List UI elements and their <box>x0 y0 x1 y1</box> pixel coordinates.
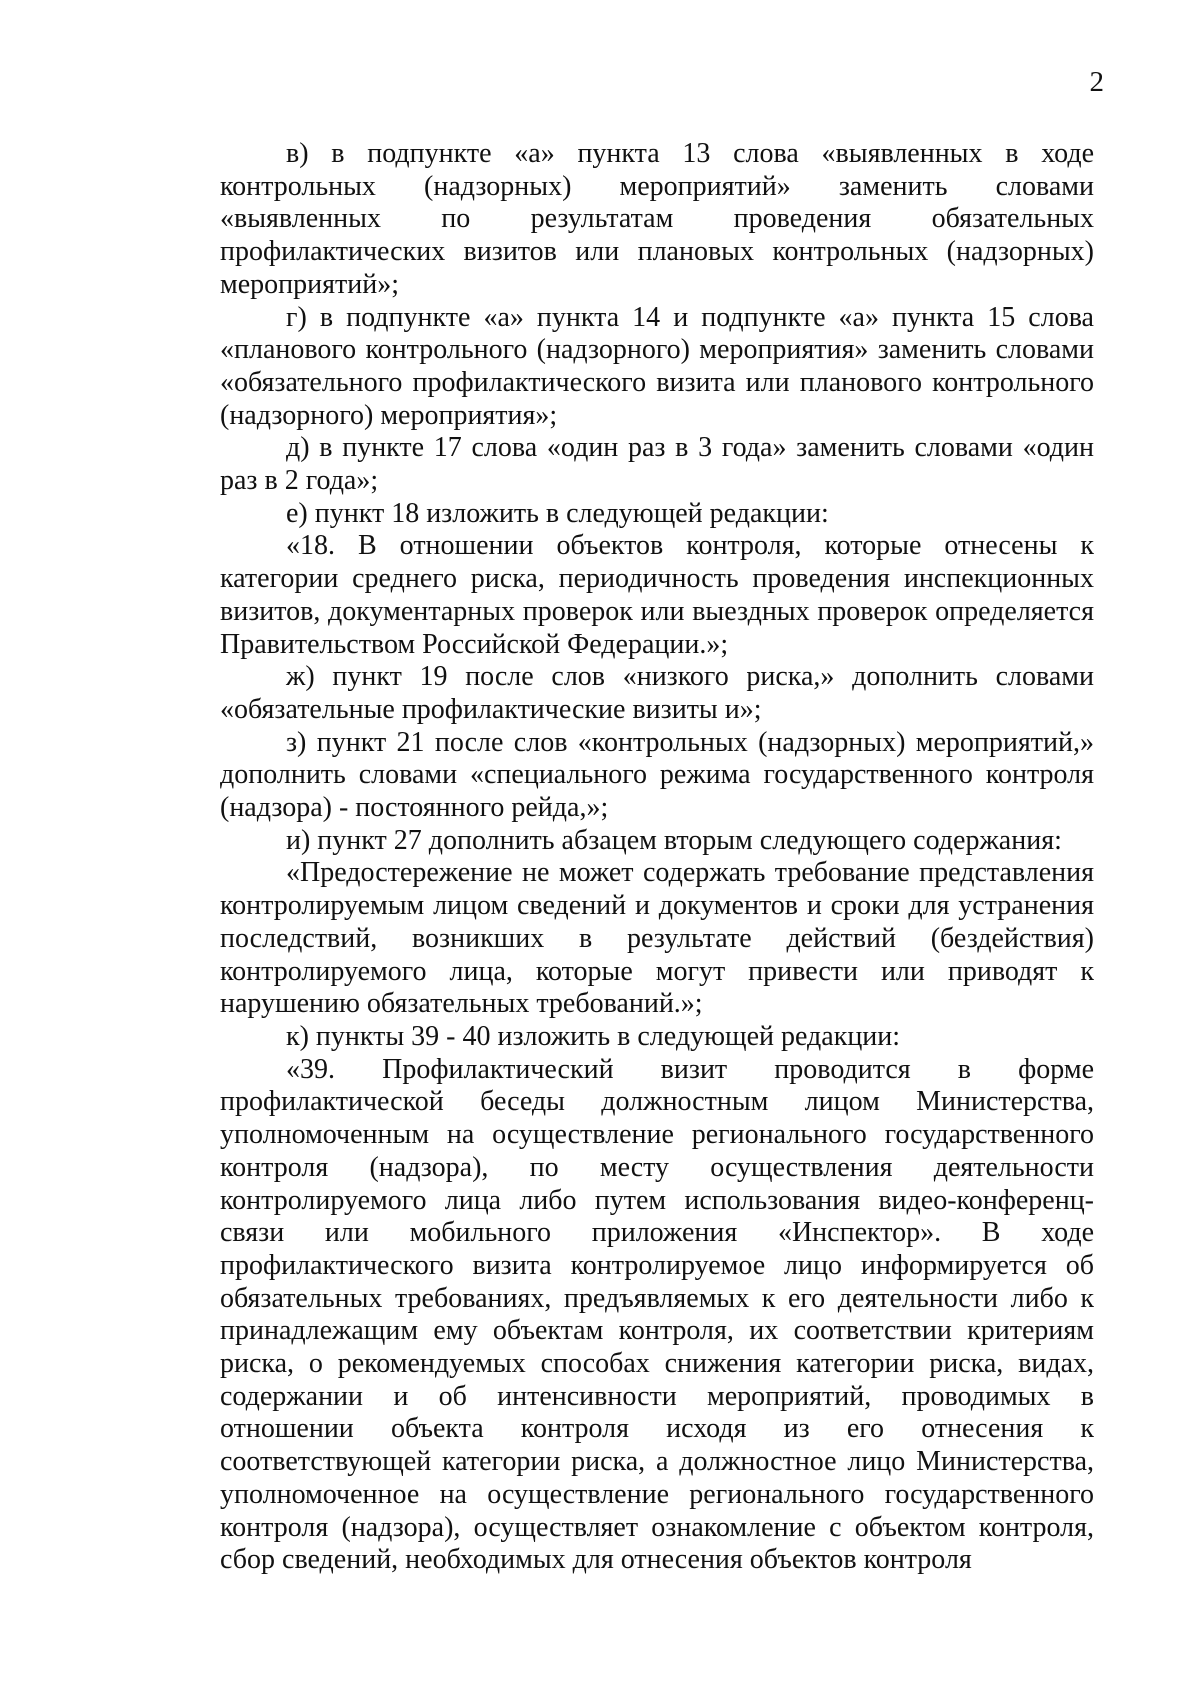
document-body <box>220 138 1094 1577</box>
paragraph-g: г) в подпункте «а» пункта 14 и подпункте «а» пункта 15 слова «планового контрольного (надзорного) мероприятия» заменить словами «обязательного профилактического визита или планового контрольного (надзорного) мероприятия»; <box>220 301 1094 431</box>
paragraph-warning-quote: «Предостережение не может содержать требование представления контролируемым лицом сведений и документов и сроки для устранения последствий, возникших в результате действий (бездействия) контролируемого лица, которые могут привести или приводят к нарушению обязательных требований.»; <box>220 857 1094 1020</box>
paragraph-item-39: «39. Профилактический визит проводится в форме профилактической беседы должностным лицом Министерства, уполномоченным на осуществление регионального государственного контроля (надзора), по месту осуществления деятельности контролируемого лица либо путем использования видео-конференц-связи или мобильного приложения «Инспектор». В ходе профилактического визита контролируемое лицо информируется об обязательных требованиях, предъявляемых к его деятельности либо к принадлежащим ему объектам контроля, их соответствии критериям риска, о рекомендуемых способах снижения категории риска, видах, содержании и об интенсивности мероприятий, проводимых в отношении объекта контроля исходя из его отнесения к соответствующей категории риска, а должностное лицо Министерства, уполномоченное на осуществление регионального государственного контроля (надзора), осуществляет ознакомление с объектом контроля, сбор сведений, необходимых для отнесения объектов контроля <box>220 1053 1094 1576</box>
paragraph-z: з) пункт 21 после слов «контрольных (надзорных) мероприятий,» дополнить словами «специального режима государственного контроля (надзора) - постоянного рейда,»; <box>220 726 1094 824</box>
paragraph-d: д) в пункте 17 слова «один раз в 3 года» заменить словами «один раз в 2 года»; <box>220 432 1094 497</box>
paragraph-e: е) пункт 18 изложить в следующей редакции: <box>286 497 829 529</box>
paragraph-v: в) в подпункте «а» пункта 13 слова «выявленных в ходе контрольных (надзорных) мероприятий» заменить словами «выявленных по результатам проведения обязательных профилактических визитов или плановых контрольных (надзорных) мероприятий»; <box>220 138 1094 300</box>
page-number: 2 <box>1089 66 1104 98</box>
paragraph-zh: ж) пункт 19 после слов «низкого риска,» дополнить словами «обязательные профилактические визиты и»; <box>220 661 1094 725</box>
paragraph-i: и) пункт 27 дополнить абзацем вторым следующего содержания: <box>286 824 1062 856</box>
paragraph-item-18: «18. В отношении объектов контроля, которые отнесены к категории среднего риска, периодичность проведения инспекционных визитов, документарных проверок или выездных проверок определяется Правительством Российской Федерации.»; <box>220 530 1094 660</box>
paragraph-k: к) пункты 39 - 40 изложить в следующей редакции: <box>286 1020 901 1052</box>
